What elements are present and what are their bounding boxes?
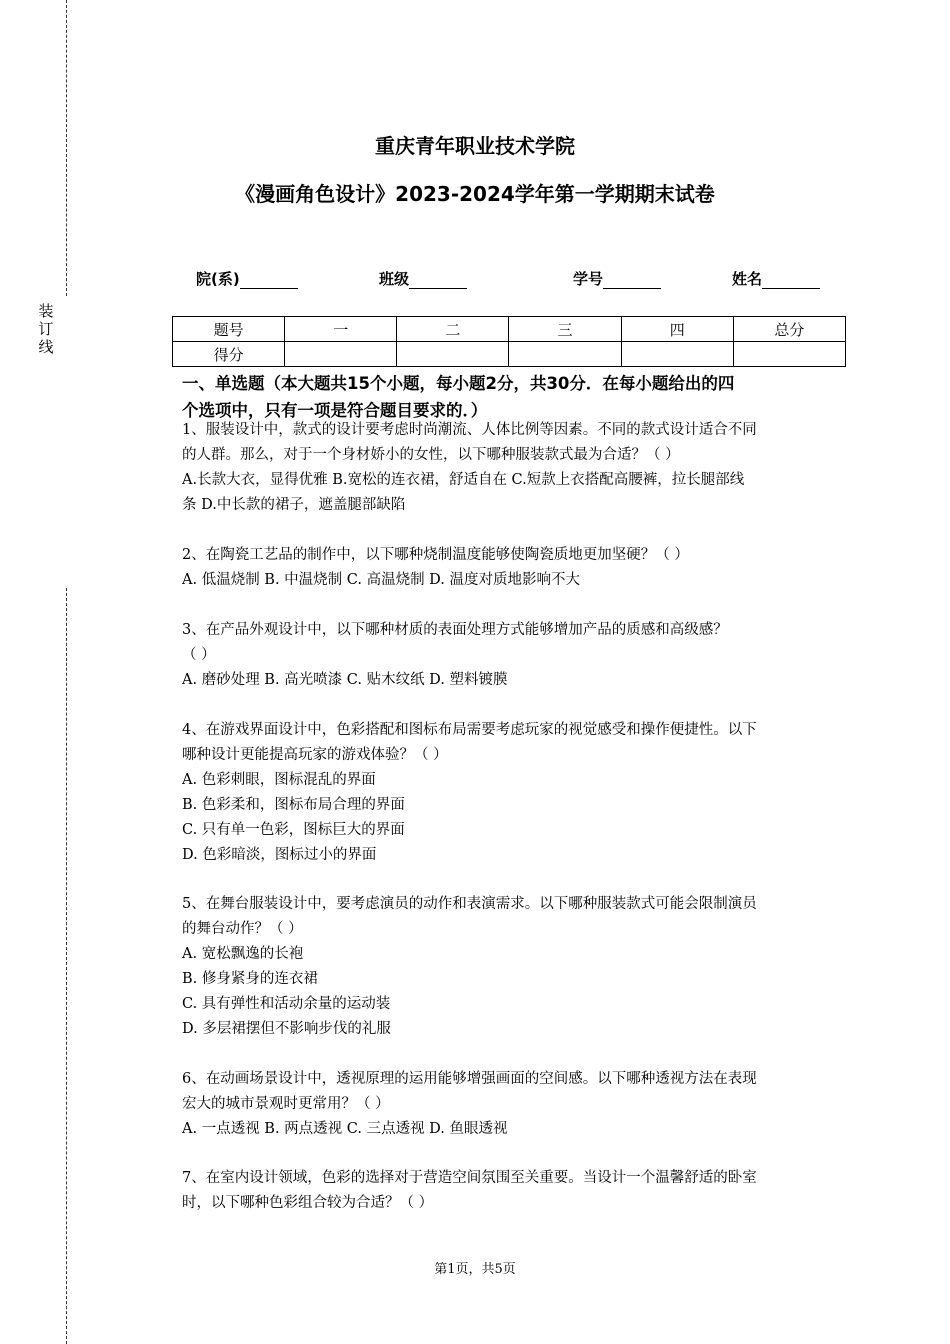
score-table-cell: 题号 [173,317,285,342]
question-line: 哪种设计更能提高玩家的游戏体验？（ ） [182,747,448,763]
name-blank[interactable] [762,273,820,289]
score-table-cell: 四 [621,317,733,342]
question-stem: 7、在室内设计领域，色彩的选择对于营造空间氛围至关重要。当设计一个温馨舒适的卧室 [182,1170,757,1186]
question-line: C. 具有弹性和活动余量的运动装 [182,996,391,1012]
question-line: D. 多层裙摆但不影响步伐的礼服 [182,1021,391,1037]
score-table-cell: 总分 [733,317,845,342]
question-line: D. 色彩暗淡，图标过小的界面 [182,847,377,863]
page-footer: 第1页，共5页 [434,1262,516,1277]
question-stem: 1、服装设计中，款式的设计要考虑时尚潮流、人体比例等因素。不同的款式设计适合不同 [182,422,757,438]
question-line: 宏大的城市景观时更常用？（ ） [182,1096,390,1112]
question-line: 的舞台动作？（ ） [182,921,303,937]
question-line: C. 只有单一色彩，图标巨大的界面 [182,822,405,838]
question-line: 的人群。那么，对于一个身材娇小的女性，以下哪种服装款式最为合适？（ ） [182,447,680,463]
question-line: 条 D.中长款的裙子，遮盖腿部缺陷 [182,497,406,513]
score-row-label: 得分 [173,342,285,367]
department-blank[interactable] [240,273,298,289]
department-label: 院(系) [196,270,240,288]
question-line: B. 修身紧身的连衣裙 [182,971,318,987]
score-table-cell: 二 [397,317,509,342]
score-input-cell[interactable] [397,342,509,367]
question-line: A. 色彩刺眼，图标混乱的界面 [182,772,376,788]
question-stem: 3、在产品外观设计中，以下哪种材质的表面处理方式能够增加产品的质感和高级感？ [182,622,728,638]
question-stem: 4、在游戏界面设计中，色彩搭配和图标布局需要考虑玩家的视觉感受和操作便捷性。以下 [182,722,757,738]
binding-label-char: 线 [38,338,54,356]
question-line: 时，以下哪种色彩组合较为合适？（ ） [182,1195,434,1211]
score-table-header-row [173,317,846,342]
class-blank[interactable] [409,273,467,289]
score-table-score-row [173,342,846,367]
question-stem: 2、在陶瓷工艺品的制作中，以下哪种烧制温度能够使陶瓷质地更加坚硬？（ ） [182,547,689,563]
score-input-cell[interactable] [509,342,621,367]
name-field[interactable] [732,268,820,289]
section-heading-line: 一、单选题（本大题共15个小题，每小题2分，共30分．在每小题给出的四 [182,374,735,393]
class-label: 班级 [379,270,410,288]
exam-title: 《漫画角色设计》2023-2024学年第一学期期末试卷 [235,182,715,206]
binding-label-char: 装 [38,302,54,320]
score-table-cell: 一 [285,317,397,342]
student-id-blank[interactable] [603,273,661,289]
question-stem: 6、在动画场景设计中，透视原理的运用能够增强画面的空间感。以下哪种透视方法在表现 [182,1071,757,1087]
binding-label [38,302,54,356]
question-line: A. 磨砂处理 B. 高光喷漆 C. 贴木纹纸 D. 塑料镀膜 [182,672,508,688]
question-line: A. 宽松飘逸的长袍 [182,946,304,962]
binding-label-char: 订 [38,320,54,338]
score-input-cell[interactable] [285,342,397,367]
question-line: （ ） [182,647,216,663]
question-line: A. 低温烧制 B. 中温烧制 C. 高温烧制 D. 温度对质地影响不大 [182,572,581,588]
score-table [172,316,846,367]
section-heading [182,370,842,424]
department-field[interactable] [196,268,298,289]
name-label: 姓名 [732,270,763,288]
student-id-label: 学号 [573,270,604,288]
binding-dashed-line-bottom [66,588,67,1344]
question-line: B. 色彩柔和，图标布局合理的界面 [182,797,405,813]
school-name: 重庆青年职业技术学院 [375,134,575,158]
question-stem: 5、在舞台服装设计中，要考虑演员的动作和表演需求。以下哪种服装款式可能会限制演员 [182,896,757,912]
section-heading-line: 个选项中，只有一项是符合题目要求的．） [182,401,488,420]
score-table-cell: 三 [509,317,621,342]
score-input-cell[interactable] [621,342,733,367]
class-field[interactable] [379,268,467,289]
question-line: A.长款大衣，显得优雅 B.宽松的连衣裙，舒适自在 C.短款上衣搭配高腰裤，拉长腿部线 [182,472,745,488]
student-id-field[interactable] [573,268,661,289]
score-input-cell[interactable] [733,342,845,367]
question-line: A. 一点透视 B. 两点透视 C. 三点透视 D. 鱼眼透视 [182,1121,508,1137]
